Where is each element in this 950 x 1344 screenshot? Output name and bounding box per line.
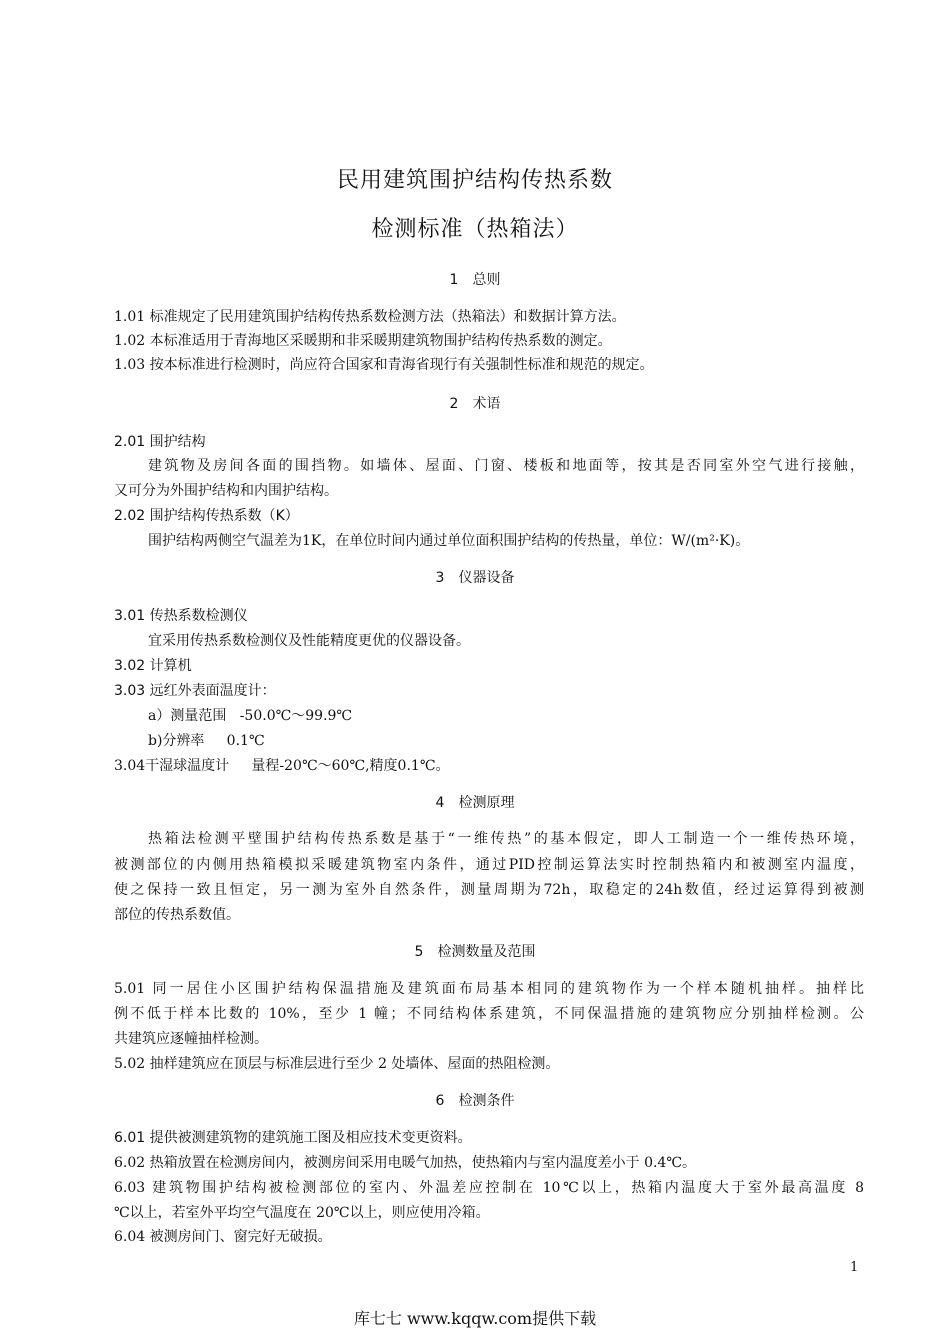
clause-5-01-line-1: 5.01 同一居住小区围护结构保温措施及建筑面布局基本相同的建筑物作为一个样本随机抽样。抽样比 bbox=[114, 981, 864, 997]
term-2-02-definition: 围护结构两侧空气温差为1K，在单位时间内通过单位面积围护结构的传热量，单位：W/(m²·K)。 bbox=[148, 533, 750, 549]
clause-6-01 bbox=[114, 1128, 864, 1148]
term-2-02-heading: 2.02 围护结构传热系数（K） bbox=[114, 508, 299, 524]
clause-6-03-line-2: ℃以上，若室外平均空气温度在 20℃以上，则应使用冷箱。 bbox=[114, 1205, 490, 1221]
principle-line-1: 热箱法检测平壁围护结构传热系数是基于“一维传热”的基本假定，即人工制造一个一维传热环境， bbox=[148, 831, 864, 847]
section-heading-6 bbox=[0, 1091, 950, 1111]
section-heading-2 bbox=[0, 394, 950, 414]
clause-5-01-line-2: 例不低于样本比数的 10%，至少 1 幢；不同结构体系建筑，不同保温措施的建筑物应分别抽样检测。公 bbox=[114, 1006, 864, 1022]
section-number: 5 bbox=[414, 944, 424, 960]
document-title-line-1: 民用建筑围护结构传热系数 bbox=[336, 168, 613, 193]
item-3-03-range: a）测量范围 -50.0℃～99.9℃ bbox=[148, 708, 353, 724]
section-title: 检测条件 bbox=[458, 1093, 515, 1109]
term-2-01-heading: 2.01 围护结构 bbox=[114, 434, 206, 450]
section-number: 3 bbox=[435, 570, 445, 586]
item-3-04: 3.04干湿球温度计 量程-20℃～60℃,精度0.1℃。 bbox=[114, 758, 450, 774]
principle-line-2: 被测部位的内侧用热箱模拟采暖建筑物室内条件，通过PID控制运算法实时控制热箱内和被测室内温度， bbox=[114, 857, 864, 873]
section-title: 总则 bbox=[472, 272, 501, 288]
item-3-03-resolution: b)分辨率 0.1℃ bbox=[148, 733, 265, 749]
section-number: 2 bbox=[449, 396, 459, 412]
term-2-01-definition-line-2: 又可分为外围护结构和内围护结构。 bbox=[114, 483, 338, 499]
item-3-03-heading bbox=[114, 681, 864, 701]
document-title-line-2: 检测标准（热箱法） bbox=[371, 217, 579, 242]
section-heading-3 bbox=[0, 568, 950, 588]
item-3-02-heading: 3.02 计算机 bbox=[114, 658, 192, 674]
clause-6-01-number: 6.01 bbox=[114, 1130, 146, 1146]
section-title: 检测数量及范围 bbox=[437, 944, 536, 960]
clause-1-02: 1.02 本标准适用于青海地区采暖期和非采暖期建筑物围护结构传热系数的测定。 bbox=[114, 333, 612, 349]
section-number: 6 bbox=[435, 1093, 445, 1109]
item-3-01-heading: 3.01 传热系数检测仪 bbox=[114, 608, 248, 624]
footer-download-note: 库七七 www.kqqw.com提供下载 bbox=[353, 1309, 597, 1328]
principle-line-4: 部位的传热系数值。 bbox=[114, 907, 240, 923]
section-title: 术语 bbox=[472, 396, 501, 412]
section-title: 检测原理 bbox=[458, 795, 515, 811]
item-3-03-title: 远红外表面温度计： bbox=[145, 683, 276, 699]
clause-5-02: 5.02 抽样建筑应在顶层与标准层进行至少 2 处墙体、屋面的热阻检测。 bbox=[114, 1056, 560, 1072]
section-heading-4 bbox=[0, 793, 950, 813]
section-heading-5 bbox=[0, 942, 950, 962]
section-title: 仪器设备 bbox=[458, 570, 515, 586]
clause-6-01-text: 提供被测建筑物的建筑施工图及相应技术变更资料。 bbox=[145, 1130, 472, 1146]
section-number: 4 bbox=[435, 795, 445, 811]
section-heading-1 bbox=[0, 270, 950, 290]
section-number: 1 bbox=[449, 272, 459, 288]
clause-1-01: 1.01 标准规定了民用建筑围护结构传热系数检测方法（热箱法）和数据计算方法。 bbox=[114, 309, 626, 325]
clause-6-03-line-1: 6.03 建筑物围护结构被检测部位的室内、外温差应控制在 10℃以上，热箱内温度大于室外最高温度 8 bbox=[114, 1180, 864, 1196]
clause-6-04: 6.04 被测房间门、窗完好无破损。 bbox=[114, 1229, 332, 1245]
term-2-01-definition-line-1: 建筑物及房间各面的围挡物。如墙体、屋面、门窗、楼板和地面等，按其是否同室外空气进行接触， bbox=[148, 458, 864, 474]
clause-5-01-line-3: 共建筑应逐幢抽样检测。 bbox=[114, 1031, 268, 1047]
principle-line-3: 使之保持一致且恒定，另一测为室外自然条件，测量周期为72h，取稳定的24h数值，经过运算得到被测 bbox=[114, 882, 864, 898]
clause-6-02: 6.02 热箱放置在检测房间内，被测房间采用电暖气加热，使热箱内与室内温度差小于 0.4℃。 bbox=[114, 1155, 696, 1171]
clause-1-03: 1.03 按本标准进行检测时，尚应符合国家和青海省现行有关强制性标准和规范的规定。 bbox=[114, 357, 654, 373]
item-3-01-text: 宜采用传热系数检测仪及性能精度更优的仪器设备。 bbox=[148, 633, 470, 649]
page-number: 1 bbox=[850, 1260, 859, 1275]
item-3-03-number: 3.03 bbox=[114, 683, 146, 699]
